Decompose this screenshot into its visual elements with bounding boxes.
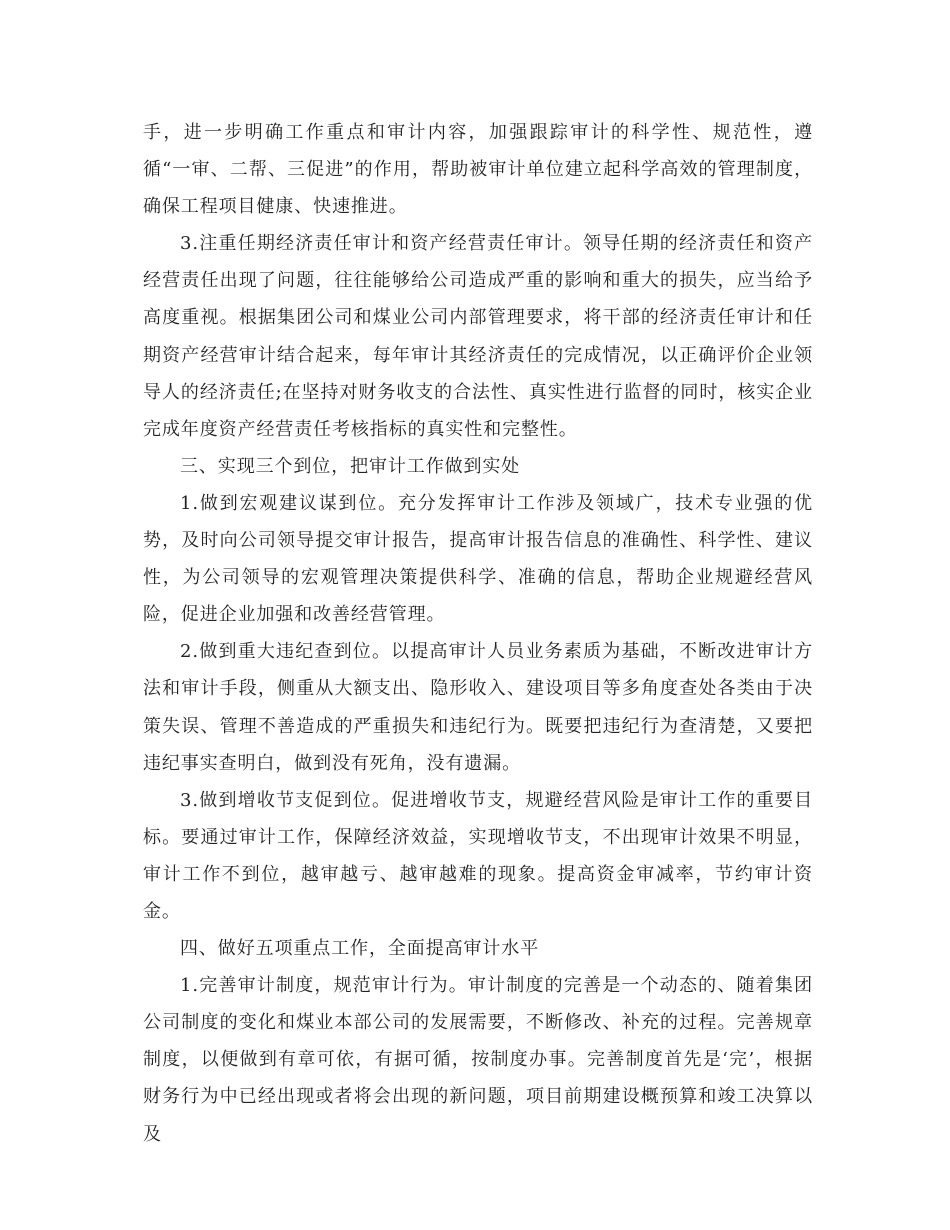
- section-heading-three: 三、实现三个到位，把审计工作做到实处: [180, 455, 521, 477]
- document-body: [143, 114, 813, 1153]
- section-heading-four: 四、做好五项重点工作，全面提高审计水平: [180, 938, 540, 960]
- paragraph-item-1-audit-system: 1.完善审计制度，规范审计行为。审计制度的完善是一个动态的、随着集团公司制度的变化和煤业本部公司的发展需要，不断修改、补充的过程。完善规章制度，以便做到有章可依，有据可循，按制度办事。完善制度首先是‘完’，根据财务行为中已经出现或者将会出现的新问题，项目前期建设概预算和竣工决算以及: [143, 975, 813, 1145]
- paragraph-item-1-macro-advice: 1.做到宏观建议谋到位。充分发挥审计工作涉及领域广，技术专业强的优势，及时向公司领导提交审计报告，提高审计报告信息的准确性、科学性、建议性，为公司领导的宏观管理决策提供科学、准确的信息，帮助企业规避经营风险，促进企业加强和改善经营管理。: [143, 492, 813, 626]
- paragraph-item-3-tenure-audit: 3.注重任期经济责任审计和资产经营责任审计。领导任期的经济责任和资产经营责任出现了问题，往往能够给公司造成严重的影响和重大的损失，应当给予高度重视。根据集团公司和煤业公司内部管理要求，将干部的经济责任审计和任期资产经营审计结合起来，每年审计其经济责任的完成情况，以正确评价企业领导人的经济责任;在坚持对财务收支的合法性、真实性进行监督的同时，核实企业完成年度资产经营责任考核指标的真实性和完整性。: [143, 233, 813, 440]
- paragraph-continuation: 手，进一步明确工作重点和审计内容，加强跟踪审计的科学性、规范性，遵循“一审、二帮、三促进”的作用，帮助被审计单位建立起科学高效的管理制度，确保工程项目健康、快速推进。: [143, 122, 813, 218]
- paragraph-item-3-revenue-saving: 3.做到增收节支促到位。促进增收节支，规避经营风险是审计工作的重要目标。要通过审计工作，保障经济效益，实现增收节支，不出现审计效果不明显，审计工作不到位，越审越亏、越审越难的现象。提高资金审减率，节约审计资金。: [143, 789, 813, 922]
- paragraph-item-2-violation-check: 2.做到重大违纪查到位。以提高审计人员业务素质为基础，不断改进审计方法和审计手段，侧重从大额支出、隐形收入、建设项目等多角度查处各类由于决策失误、管理不善造成的严重损失和违纪行为。既要把违纪行为查清楚，又要把违纪事实查明白，做到没有死角，没有遗漏。: [143, 641, 813, 774]
